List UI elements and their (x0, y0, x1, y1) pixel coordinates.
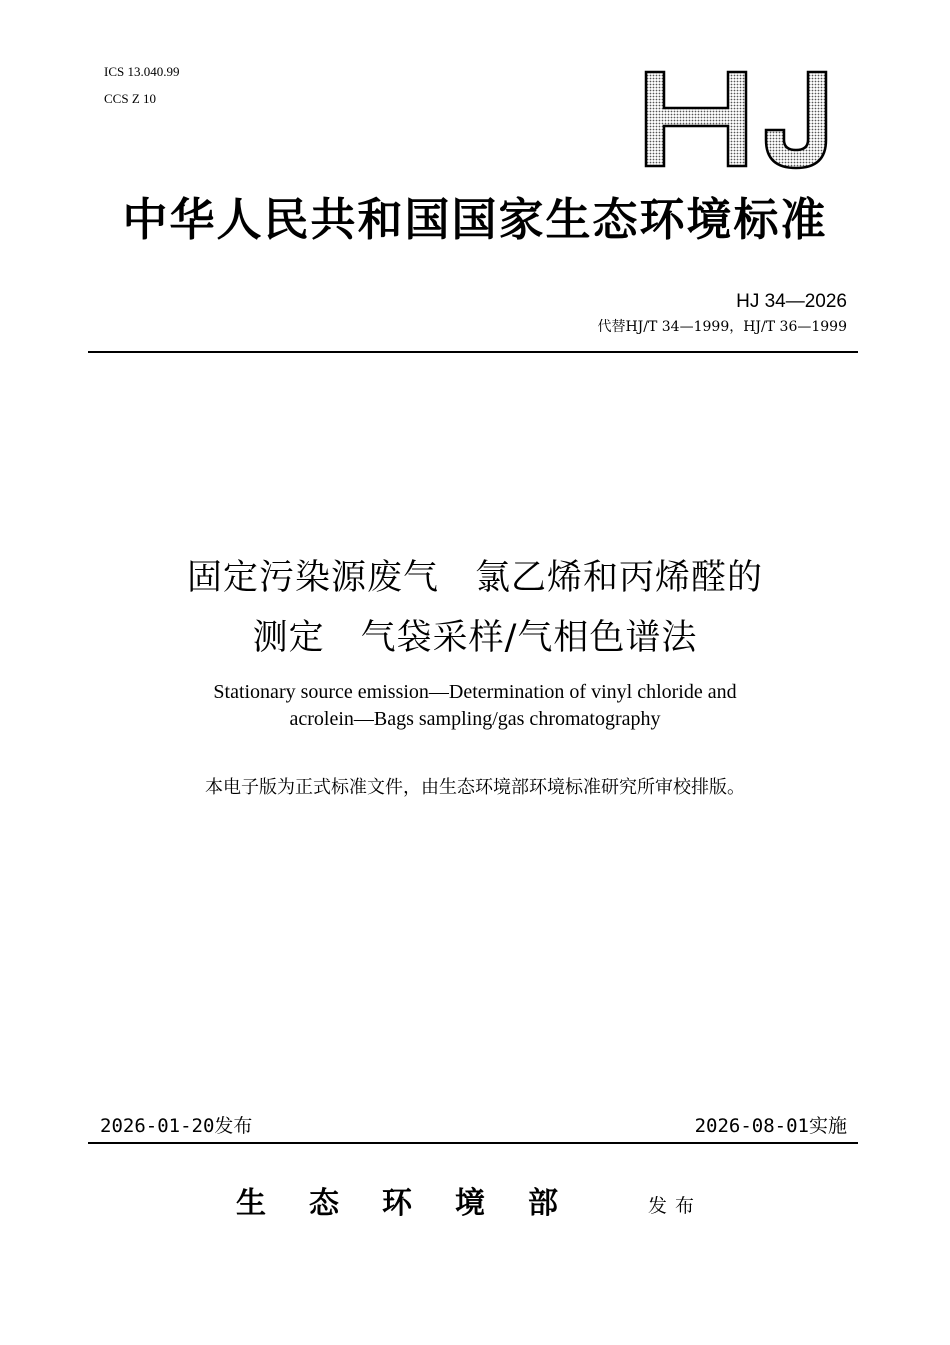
replaces-note: 代替HJ/T 34—1999，HJ/T 36—1999 (597, 319, 847, 335)
issue-date: 2026-01-20发布 (100, 1115, 253, 1137)
implementation-date: 2026-08-01实施 (694, 1115, 847, 1137)
electronic-version-notice: 本电子版为正式标准文件，由生态环境部环境标准研究所审校排版。 (205, 777, 745, 798)
chinese-title-line-1: 固定污染源废气 氯乙烯和丙烯醛的 (186, 558, 763, 598)
publisher-name: 生态环境部 (236, 1186, 601, 1221)
publish-label: 发布 (648, 1195, 703, 1217)
hj-logo (640, 68, 840, 172)
english-title-line-2: acrolein—Bags sampling/gas chromatography (289, 708, 661, 730)
english-title-line-1: Stationary source emission—Determination of vinyl chloride and (213, 681, 737, 703)
issuing-authority: 中华人民共和国国家生态环境标准 (122, 193, 828, 246)
top-divider (88, 351, 858, 353)
chinese-title-line-2: 测定 气袋采样/气相色谱法 (252, 618, 698, 658)
ics-code: ICS 13.040.99 (104, 64, 180, 79)
bottom-divider (88, 1142, 858, 1144)
standard-number: HJ 34—2026 (736, 291, 847, 312)
ccs-code: CCS Z 10 (104, 91, 157, 106)
